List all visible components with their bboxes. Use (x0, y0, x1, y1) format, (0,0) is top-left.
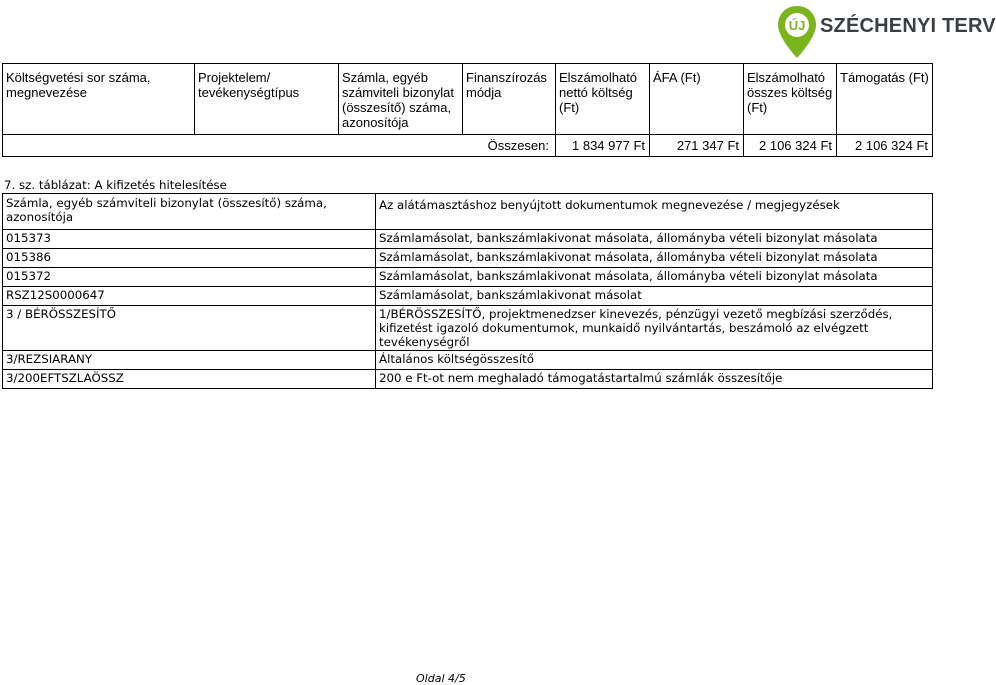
table-row (3, 370, 933, 389)
table-row (3, 351, 933, 370)
document-id: 015372 (3, 268, 376, 287)
document-notes: 200 e Ft-ot nem meghaladó támogatástartalmú számlák összesítője (376, 370, 933, 389)
document-id: 3/200EFTSZLAÖSSZ (3, 370, 376, 389)
total-vat: 271 347 Ft (650, 135, 744, 157)
header-cell: Az alátámasztáshoz benyújtott dokumentumok megnevezése / megjegyzések (376, 194, 933, 230)
header-cell: Számla, egyéb számviteli bizonylat (összesítő) száma, azonosítója (339, 64, 463, 135)
document-notes: Általános költségösszesítő (376, 351, 933, 370)
header-cell: Finanszírozás módja (463, 64, 556, 135)
payment-table-title: 7. sz. táblázat: A kifizetés hitelesítése (4, 178, 227, 192)
logo-text: SZÉCHENYI TERV (820, 15, 996, 37)
table-row (3, 230, 933, 249)
cost-table-total-row (3, 135, 933, 157)
header-cell: Támogatás (Ft) (837, 64, 933, 135)
document-id: 3/REZSIARANY (3, 351, 376, 370)
document-id: 3 / BÉRÖSSZESÍTŐ (3, 306, 376, 351)
total-net-cost: 1 834 977 Ft (556, 135, 650, 157)
total-eligible-cost: 2 106 324 Ft (744, 135, 837, 157)
total-label: Összesen: (3, 135, 556, 157)
header-cell: Elszámolható összes költség (Ft) (744, 64, 837, 135)
total-support: 2 106 324 Ft (837, 135, 933, 157)
document-id: 015373 (3, 230, 376, 249)
table-row (3, 287, 933, 306)
document-notes: Számlamásolat, bankszámlakivonat másolata, állományba vételi bizonylat másolata (376, 249, 933, 268)
cost-summary-table (2, 63, 933, 157)
table-row (3, 249, 933, 268)
header-cell: Számla, egyéb számviteli bizonylat (összesítő) száma, azonosítója (3, 194, 376, 230)
header-cell: Elszámolható nettó költség (Ft) (556, 64, 650, 135)
header-cell: Projektelem/ tevékenységtípus (195, 64, 339, 135)
payment-table-header-row (3, 194, 933, 230)
document-id: RSZ12S0000647 (3, 287, 376, 306)
document-notes: Számlamásolat, bankszámlakivonat másolata, állományba vételi bizonylat másolata (376, 230, 933, 249)
page-number: Oldal 4/5 (416, 672, 466, 685)
header-cell: Költségvetési sor száma, megnevezése (3, 64, 195, 135)
document-notes: 1/BÉRÖSSZESÍTŐ, projektmenedzser kinevezés, pénzügyi vezető megbízási szerződés, kifizetést igazoló dokumentumok, munkaidő nyilvántartás, beszámoló az elvégzett tevékenységről (376, 306, 933, 351)
table-row (3, 268, 933, 287)
logo-badge: ÚJ (788, 18, 806, 33)
table-row (3, 306, 933, 351)
document-notes: Számlamásolat, bankszámlakivonat másolat (376, 287, 933, 306)
document-notes: Számlamásolat, bankszámlakivonat másolata, állományba vételi bizonylat másolata (376, 268, 933, 287)
payment-verification-table (2, 193, 933, 389)
cost-table-header-row (3, 64, 933, 135)
header-cell: ÁFA (Ft) (650, 64, 744, 135)
szechenyi-terv-logo (778, 4, 996, 62)
document-id: 015386 (3, 249, 376, 268)
